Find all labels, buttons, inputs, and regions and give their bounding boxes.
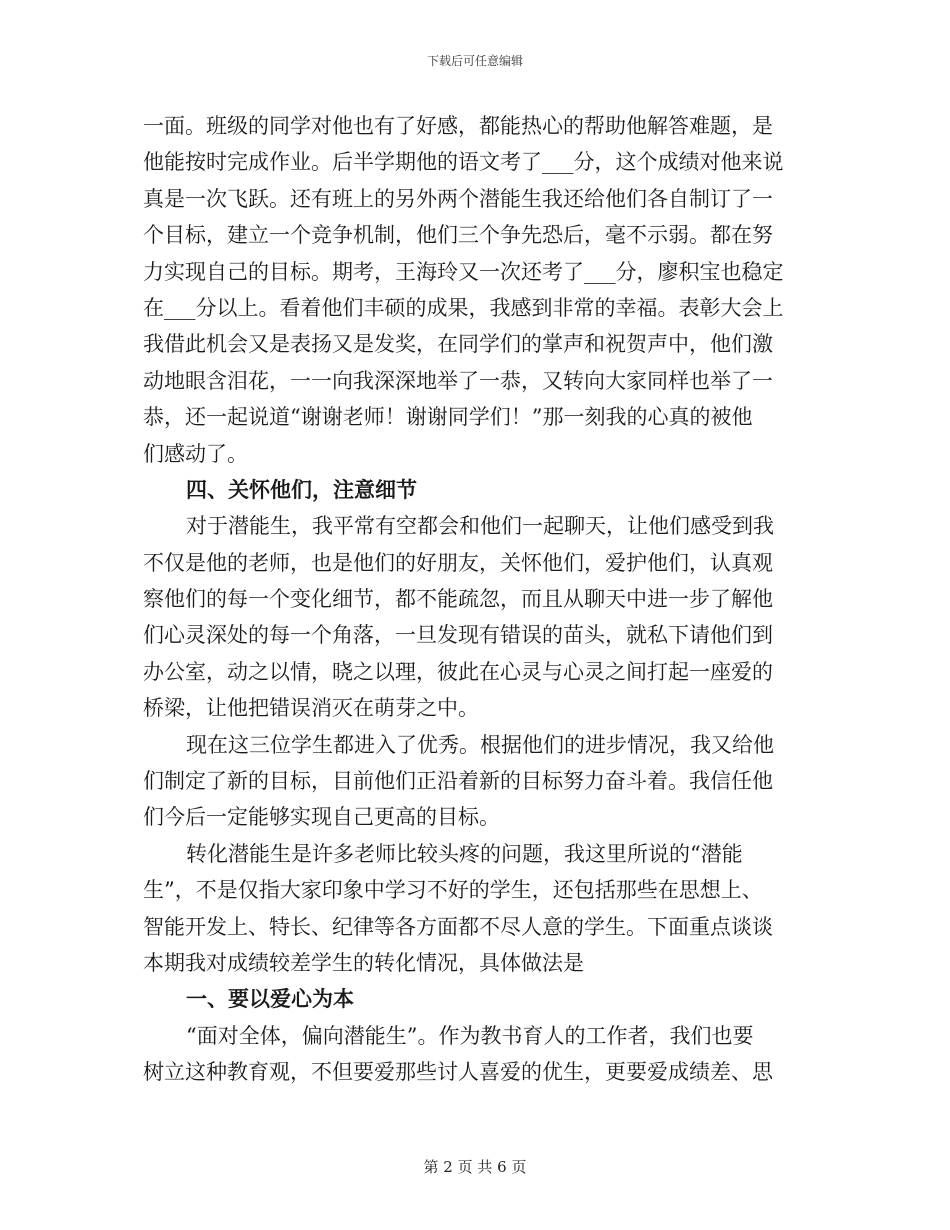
body-text-line: 一面。班级的同学对他也有了好感，都能热心的帮助他解答难题，是 xyxy=(143,114,773,138)
body-text-line: 他能按时完成作业。后半学期他的语文考了___分，这个成绩对他来说 xyxy=(143,150,784,175)
body-text-line: 在___分以上。看着他们丰硕的成果，我感到非常的幸福。表彰大会上 xyxy=(143,295,784,320)
body-text-line: “面对全体，偏向潜能生”。作为教书育人的工作者，我们也要 xyxy=(186,1023,754,1048)
section-heading: 四、关怀他们，注意细节 xyxy=(186,476,417,502)
body-text-line: 们今后一定能够实现自己更高的目标。 xyxy=(143,805,500,830)
body-text-line: 不仅是他的老师，也是他们的好朋友，关怀他们，爱护他们，认真观 xyxy=(143,550,773,575)
body-text-line: 恭，还一起说道“谢谢老师！谢谢同学们！”那一刻我的心真的被他 xyxy=(143,405,753,430)
body-text-line: 办公室，动之以情，晓之以理，彼此在心灵与心灵之间打起一座爱的 xyxy=(143,659,773,684)
body-text-line: 察他们的每一个变化细节，都不能疏忽，而且从聊天中进一步了解他 xyxy=(143,587,773,612)
body-text-line: 力实现自己的目标。期考，王海玲又一次还考了___分，廖积宝也稳定 xyxy=(143,259,784,284)
body-text-line: 真是一次飞跃。还有班上的另外两个潜能生我还给他们各自制订了一 xyxy=(143,186,773,211)
body-text-line: 们心灵深处的每一个角落，一旦发现有错误的苗头，就私下请他们到 xyxy=(143,623,773,648)
body-text-line: 们感动了。 xyxy=(143,441,248,466)
body-text-line: 现在这三位学生都进入了优秀。根据他们的进步情况，我又给他 xyxy=(186,732,774,757)
body-text-line: 我借此机会又是表扬又是发奖，在同学们的掌声和祝贺声中，他们激 xyxy=(143,332,773,357)
body-text-line: 们制定了新的目标，目前他们正沿着新的目标努力奋斗着。我信任他 xyxy=(143,769,773,794)
page-number: 第 2 页 共 6 页 xyxy=(423,1158,527,1176)
body-text-line: 转化潜能生是许多老师比较头疼的问题，我这里所说的“潜能 xyxy=(186,841,743,866)
body-text-line: 桥梁，让他把错误消灭在萌芽之中。 xyxy=(143,696,479,721)
body-text-line: 个目标，建立一个竞争机制，他们三个争先恐后，毫不示弱。都在努 xyxy=(143,223,773,248)
body-text-line: 本期我对成绩较差学生的转化情况，具体做法是 xyxy=(143,950,584,975)
body-text-line: 动地眼含泪花，一一向我深深地举了一恭，又转向大家同样也举了一 xyxy=(143,368,773,393)
body-text-line: 智能开发上、特长、纪律等各方面都不尽人意的学生。下面重点谈谈 xyxy=(143,914,773,939)
body-text-line: 树立这种教育观，不但要爱那些讨人喜爱的优生，更要爱成绩差、思 xyxy=(143,1060,773,1085)
body-text-line: 对于潜能生，我平常有空都会和他们一起聊天，让他们感受到我 xyxy=(186,514,774,539)
section-heading: 一、要以爱心为本 xyxy=(186,986,354,1012)
body-text-line: 生”，不是仅指大家印象中学习不好的学生，还包括那些在思想上、 xyxy=(143,878,763,903)
page-header-note: 下载后可任意编辑 xyxy=(426,54,523,68)
document-body xyxy=(143,108,808,1091)
